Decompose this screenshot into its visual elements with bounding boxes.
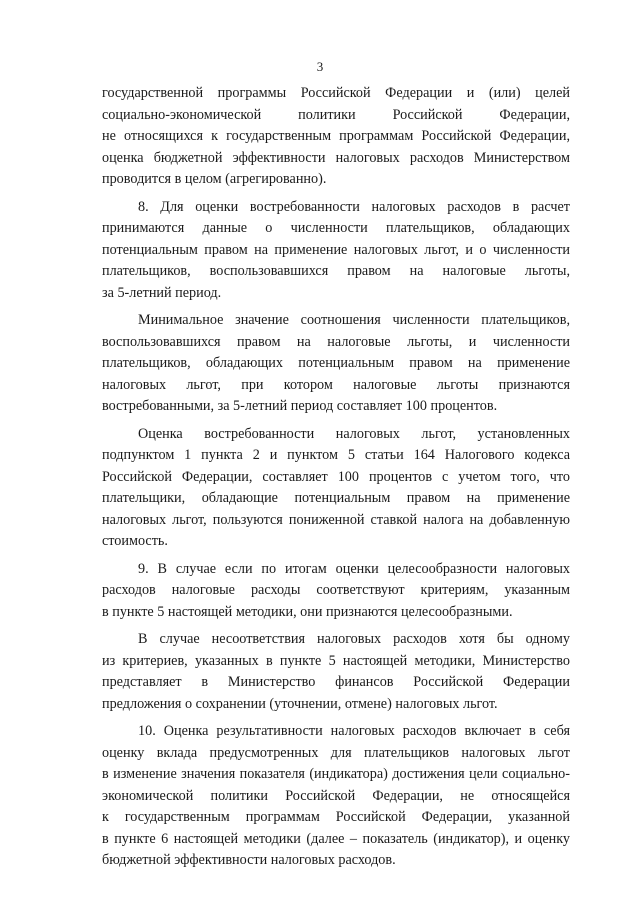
text-line: В случае несоответствия налоговых расходов хотя бы одному [138,631,570,647]
text-line: государственной программы Российской Федерации и (или) целей [102,85,570,101]
paragraph [102,629,570,715]
text-line: плательщиков, обладающих потенциальным правом на применение [102,355,570,371]
paragraph [102,197,570,305]
text-line: представляет в Министерство финансов Российской Федерации [102,674,570,690]
text-line: воспользовавшихся правом на налоговые льготы, и численности [102,333,570,350]
text-line: в пункте 5 настоящей методики, они признаются целесообразными. [102,603,513,620]
text-line: принимаются данные о численности плательщиков, обладающих [102,220,570,236]
text-line: предложения о сохранении (уточнении, отмене) налоговых льгот. [102,695,498,712]
text-line: социально-экономической политики Российской Федерации, [102,106,570,123]
text-line: 8. Для оценки востребованности налоговых расходов в расчет [138,198,570,215]
text-line: потенциальным правом на применение налоговых льгот, и о численности [102,241,570,258]
text-line: в пункте 6 настоящей методики (далее – показатель (индикатор), и оценку [102,830,570,847]
text-line: налоговых льгот, при котором налоговые льготы признаются [102,376,570,393]
text-line: плательщики, обладающие потенциальным правом на применение [102,490,570,506]
text-line: стоимость. [102,533,168,549]
document-body [102,83,570,878]
page-number: 3 [316,59,324,74]
text-line: 9. В случае если по итогам оценки целесообразности налоговых [138,560,570,577]
text-line: 10. Оценка результативности налоговых расходов включает в себя [138,723,570,739]
text-line: оценку вклада предусмотренных для плательщиков налоговых льгот [102,744,570,761]
text-line: Российской Федерации, составляет 100 процентов с учетом того, что [102,468,570,485]
text-line: подпунктом 1 пункта 2 и пунктом 5 статьи 164 Налогового кодекса [102,447,570,463]
text-line: за 5-летний период. [102,284,222,301]
text-line: плательщиков, воспользовавшихся правом на налоговые льготы, [102,263,570,279]
text-line: экономической политики Российской Федерации, не относящейся [102,787,570,804]
text-line: проводится в целом (агрегированно). [102,171,327,187]
paragraph [102,310,570,418]
paragraph [102,721,570,872]
text-line: налоговых льгот, пользуются пониженной ставкой налога на добавленную [102,511,570,528]
text-line: Оценка востребованности налоговых льгот, установленных [138,425,570,442]
paragraph [102,83,570,191]
text-line: к государственным программам Российской Федерации, указанной [102,809,570,825]
text-line: не относящихся к государственным программам Российской Федерации, [102,128,570,144]
paragraph [102,559,570,624]
text-line: бюджетной эффективности налоговых расходов. [102,852,396,868]
text-line: в изменение значения показателя (индикатора) достижения цели социально- [102,766,570,782]
text-line: расходов налоговые расходы соответствуют критериям, указанным [102,582,570,598]
text-line: оценка бюджетной эффективности налоговых расходов Министерством [102,149,570,166]
text-line: из критериев, указанных в пункте 5 настоящей методики, Министерство [102,652,570,669]
paragraph [102,424,570,553]
text-line: востребованными, за 5-летний период составляет 100 процентов. [102,398,498,414]
text-line: Минимальное значение соотношения численности плательщиков, [138,312,570,328]
